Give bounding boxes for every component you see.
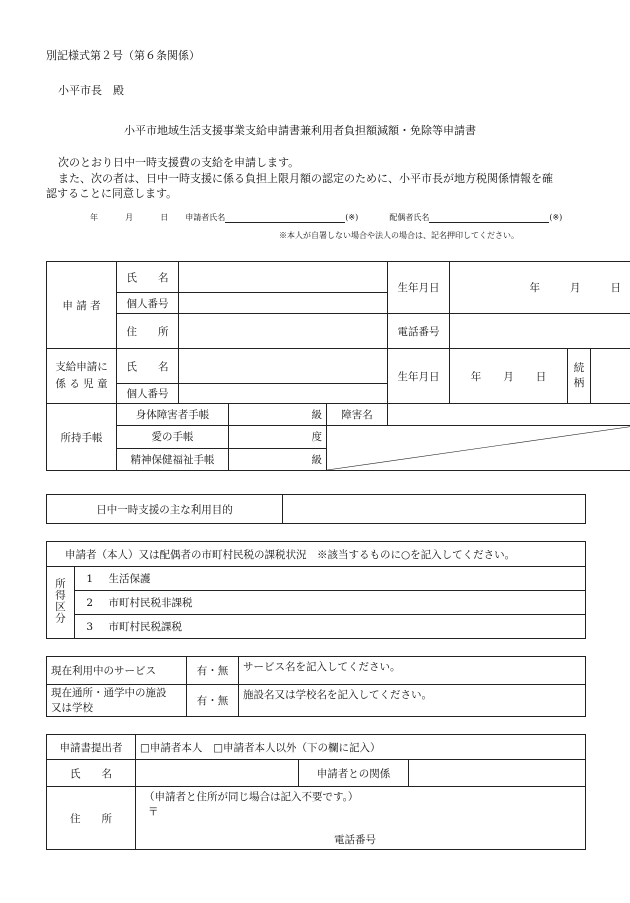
tax-header: 申請者（本人）又は配偶者の市町村民税の課税状況 ※該当するものに○を記入してください。 xyxy=(47,542,586,567)
handbook-section-label: 所持手帳 xyxy=(47,404,117,471)
income-category-text: 所得区分 xyxy=(54,578,66,624)
handbook-row2-field[interactable] xyxy=(229,426,327,449)
submitter-relation-label: 申請者との関係 xyxy=(299,760,409,787)
disability-field[interactable] xyxy=(388,404,630,426)
applicant-address-field[interactable] xyxy=(179,314,388,349)
current-service-choice[interactable]: 有・無 xyxy=(187,657,239,685)
handbook-row2-unit: 度 xyxy=(311,431,322,444)
page-title: 小平市地域生活支援事業支給申請書兼利用者負担額減額・免除等申請書 xyxy=(124,124,476,137)
handbook-row1-label: 身体障害者手帳 xyxy=(117,404,229,426)
purpose-label: 日中一時支援の主な利用目的 xyxy=(47,495,283,524)
child-relation-label-2: 柄 xyxy=(573,377,585,389)
applicant-signature-field[interactable] xyxy=(225,212,345,223)
handbook-row3-field[interactable] xyxy=(229,448,327,471)
diagonal-strike xyxy=(327,426,630,470)
child-birth-year: 年 xyxy=(470,370,482,383)
spouse-name-label: 配偶者氏名 xyxy=(389,213,430,222)
tax-item-2[interactable]: 市町村民税非課税 xyxy=(105,591,586,615)
applicant-name-label: 氏 名 xyxy=(117,262,179,293)
submitter-option-other[interactable]: □申請者本人以外（下の欄に記入） xyxy=(213,741,381,754)
current-service-field[interactable] xyxy=(239,657,586,685)
submitter-relation-field[interactable] xyxy=(409,760,586,787)
spouse-signature-field[interactable] xyxy=(429,212,549,223)
child-birth-day: 日 xyxy=(535,370,547,383)
submitter-name-field[interactable] xyxy=(136,760,299,787)
submitter-phone-label: 電話番号 xyxy=(334,834,376,846)
sign-year: 年 xyxy=(90,213,98,222)
services-table xyxy=(46,656,586,717)
postal-mark: 〒 xyxy=(148,806,159,818)
signature-note: ※本人が自署しない場合や法人の場合は、記名押印してください。 xyxy=(279,231,519,240)
handbook-row1-field[interactable] xyxy=(229,404,327,426)
intro-line-3: 認することに同意します。 xyxy=(46,187,178,200)
child-id-field[interactable] xyxy=(179,384,388,404)
facility-label-1: 現在通所・通学中の施設 xyxy=(51,686,167,699)
mark-2: (※) xyxy=(549,213,563,222)
submitter-table xyxy=(46,734,586,850)
child-id-label: 個人番号 xyxy=(117,384,179,404)
facility-label-2: 又は学校 xyxy=(51,701,93,714)
submitter-label: 申請書提出者 xyxy=(47,735,136,760)
applicant-name-field[interactable] xyxy=(179,262,388,293)
child-birth-month: 月 xyxy=(503,370,514,383)
intro-line-1: 次のとおり日中一時支援費の支給を申請します。 xyxy=(58,156,300,169)
handbook-blank-area xyxy=(327,426,630,471)
tax-table xyxy=(46,541,586,639)
handbook-row3-unit: 級 xyxy=(311,453,322,466)
applicant-phone-label: 電話番号 xyxy=(388,314,450,349)
purpose-field[interactable] xyxy=(283,495,586,524)
tax-item-3-num: 3 xyxy=(75,615,105,639)
sign-day: 日 xyxy=(160,213,169,222)
applicant-id-field[interactable] xyxy=(179,293,388,314)
submitter-address-label: 住 所 xyxy=(47,787,136,850)
handbook-row3-label: 精神保健福祉手帳 xyxy=(117,448,229,471)
purpose-table xyxy=(46,494,586,524)
facility-hint: 施設名又は学校名を記入してください。 xyxy=(243,689,432,701)
handbook-row1-unit: 級 xyxy=(311,409,322,421)
submitter-address-field[interactable] xyxy=(136,787,586,850)
applicant-address-label: 住 所 xyxy=(117,314,179,349)
submitter-address-note: （申請者と住所が同じ場合は記入不要です。） xyxy=(144,791,359,803)
child-name-label: 氏 名 xyxy=(117,349,179,384)
applicant-birth-year: 年 xyxy=(529,282,541,294)
disability-label: 障害名 xyxy=(327,404,388,426)
child-relation-label-1: 続 xyxy=(573,362,585,374)
child-section-label-1: 支給申請に xyxy=(55,361,108,373)
income-category-label xyxy=(47,567,75,639)
child-name-field[interactable] xyxy=(179,349,388,384)
submitter-option-self[interactable]: □申請者本人 xyxy=(140,741,203,754)
applicant-birth-month: 月 xyxy=(570,282,581,294)
tax-item-3[interactable]: 市町村民税課税 xyxy=(105,615,586,639)
addressee: 小平市長 殿 xyxy=(58,84,124,97)
applicant-section-label: 申 請 者 xyxy=(47,262,117,349)
tax-item-1[interactable]: 生活保護 xyxy=(105,567,586,591)
applicant-table xyxy=(46,261,630,471)
tax-item-2-num: 2 xyxy=(75,591,105,615)
child-section-label-2: 係 る 児 童 xyxy=(55,378,108,390)
submitter-options xyxy=(136,735,586,760)
applicant-phone-field[interactable] xyxy=(450,314,630,349)
applicant-birth-field[interactable] xyxy=(450,262,630,314)
applicant-birth-day: 日 xyxy=(610,282,622,294)
sign-month: 月 xyxy=(125,213,134,222)
applicant-name-label: 申請者氏名 xyxy=(185,213,226,222)
mark-1: (※) xyxy=(345,213,359,222)
intro-line-2: また、次の者は、日中一時支援に係る負担上限月額の認定のために、小平市長が地方税関係情報を確 xyxy=(58,172,553,185)
applicant-id-label: 個人番号 xyxy=(117,293,179,314)
child-relation-field[interactable] xyxy=(591,349,630,404)
child-relation-label xyxy=(568,349,591,404)
facility-choice[interactable]: 有・無 xyxy=(187,685,239,717)
child-birth-label: 生年月日 xyxy=(388,349,450,404)
current-service-label: 現在利用中のサービス xyxy=(47,657,187,685)
current-service-hint: サービス名を記入してください。 xyxy=(243,661,401,673)
child-birth-field[interactable] xyxy=(450,349,568,404)
child-section-label xyxy=(47,349,117,404)
form-number: 別記様式第２号（第６条関係） xyxy=(46,49,200,62)
submitter-name-label: 氏 名 xyxy=(47,760,136,787)
facility-field[interactable] xyxy=(239,685,586,717)
applicant-birth-label: 生年月日 xyxy=(388,262,450,314)
facility-label xyxy=(47,685,187,717)
signature-row xyxy=(90,212,562,223)
handbook-row2-label: 愛の手帳 xyxy=(117,426,229,449)
tax-item-1-num: 1 xyxy=(75,567,105,591)
